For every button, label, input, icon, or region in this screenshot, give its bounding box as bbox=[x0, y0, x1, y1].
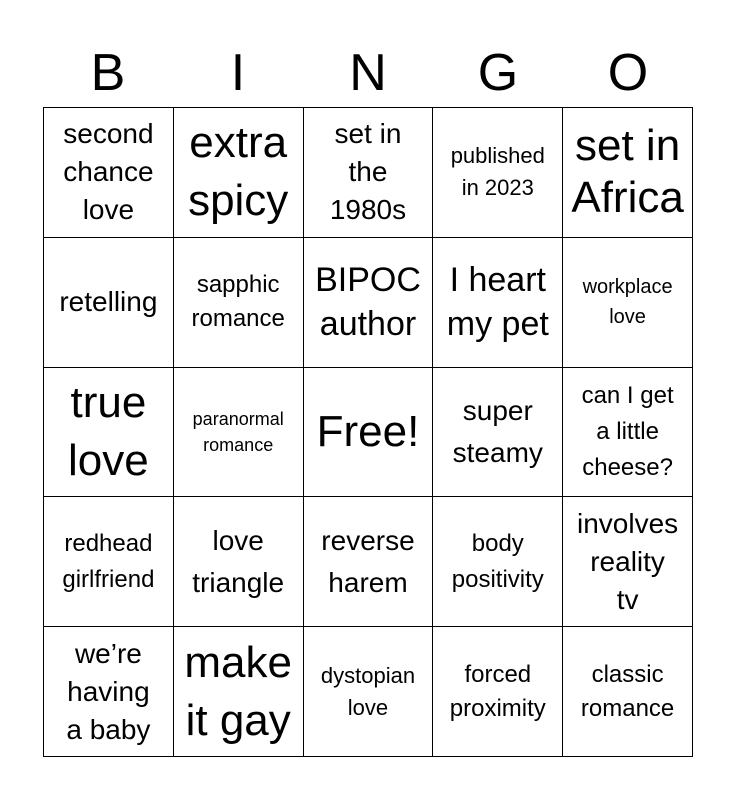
cell-label: we’re having a baby bbox=[66, 637, 151, 745]
cell-label: sapphic romance bbox=[191, 271, 285, 333]
bingo-cell[interactable] bbox=[304, 368, 434, 498]
cell-label: I heart my pet bbox=[446, 261, 549, 344]
header-letter-i: I bbox=[230, 44, 246, 102]
cell-label: dystopian love bbox=[320, 662, 416, 720]
cell-label: super steamy bbox=[452, 394, 543, 468]
bingo-cell[interactable] bbox=[433, 497, 563, 627]
bingo-cell[interactable] bbox=[304, 497, 434, 627]
cell-label: body positivity bbox=[451, 529, 544, 593]
bingo-cell[interactable] bbox=[44, 368, 174, 498]
bingo-cell[interactable] bbox=[563, 108, 693, 238]
cell-label: classic romance bbox=[580, 660, 675, 722]
cell-label: BIPOC author bbox=[315, 261, 421, 344]
cell-label: extra spicy bbox=[188, 118, 289, 226]
bingo-cell[interactable] bbox=[563, 368, 693, 498]
bingo-cell[interactable] bbox=[433, 627, 563, 757]
cell-label: involves reality tv bbox=[577, 507, 679, 615]
bingo-cell[interactable] bbox=[44, 108, 174, 238]
cell-label: set in the 1980s bbox=[329, 118, 407, 226]
bingo-cell[interactable] bbox=[433, 238, 563, 368]
bingo-cell[interactable] bbox=[563, 497, 693, 627]
cell-label: workplace love bbox=[582, 276, 673, 329]
cell-label: redhead girlfriend bbox=[62, 529, 155, 593]
header-letter-o: O bbox=[607, 44, 649, 102]
header-letter-b: B bbox=[90, 44, 126, 102]
bingo-cell[interactable] bbox=[174, 238, 304, 368]
bingo-cell[interactable] bbox=[44, 238, 174, 368]
free-space-label: Free! bbox=[316, 406, 420, 456]
bingo-cell[interactable] bbox=[433, 108, 563, 238]
cell-label: reverse harem bbox=[321, 524, 415, 598]
bingo-cell[interactable] bbox=[174, 368, 304, 498]
bingo-cell[interactable] bbox=[44, 627, 174, 757]
cell-label: forced proximity bbox=[449, 660, 546, 722]
bingo-cell[interactable] bbox=[563, 238, 693, 368]
cell-label: love triangle bbox=[192, 524, 285, 598]
bingo-cell[interactable] bbox=[174, 497, 304, 627]
cell-label: can I get a little cheese? bbox=[581, 381, 674, 481]
bingo-cell[interactable] bbox=[304, 627, 434, 757]
cell-label: paranormal romance bbox=[192, 408, 284, 455]
bingo-cell[interactable] bbox=[304, 238, 434, 368]
bingo-cell[interactable] bbox=[433, 368, 563, 498]
cell-label: make it gay bbox=[184, 637, 292, 745]
bingo-cell[interactable] bbox=[44, 497, 174, 627]
cell-label: true love bbox=[68, 377, 149, 485]
bingo-header bbox=[43, 42, 693, 104]
bingo-cell[interactable] bbox=[563, 627, 693, 757]
bingo-cell[interactable] bbox=[174, 108, 304, 238]
cell-label: second chance love bbox=[63, 118, 154, 226]
bingo-cell[interactable] bbox=[174, 627, 304, 757]
header-letter-n: N bbox=[349, 44, 387, 102]
header-letter-g: G bbox=[477, 44, 519, 102]
cell-label: set in Africa bbox=[571, 121, 684, 223]
bingo-board bbox=[43, 107, 693, 757]
cell-label: published in 2023 bbox=[450, 143, 545, 201]
cell-label: retelling bbox=[59, 286, 158, 318]
bingo-cell[interactable] bbox=[304, 108, 434, 238]
